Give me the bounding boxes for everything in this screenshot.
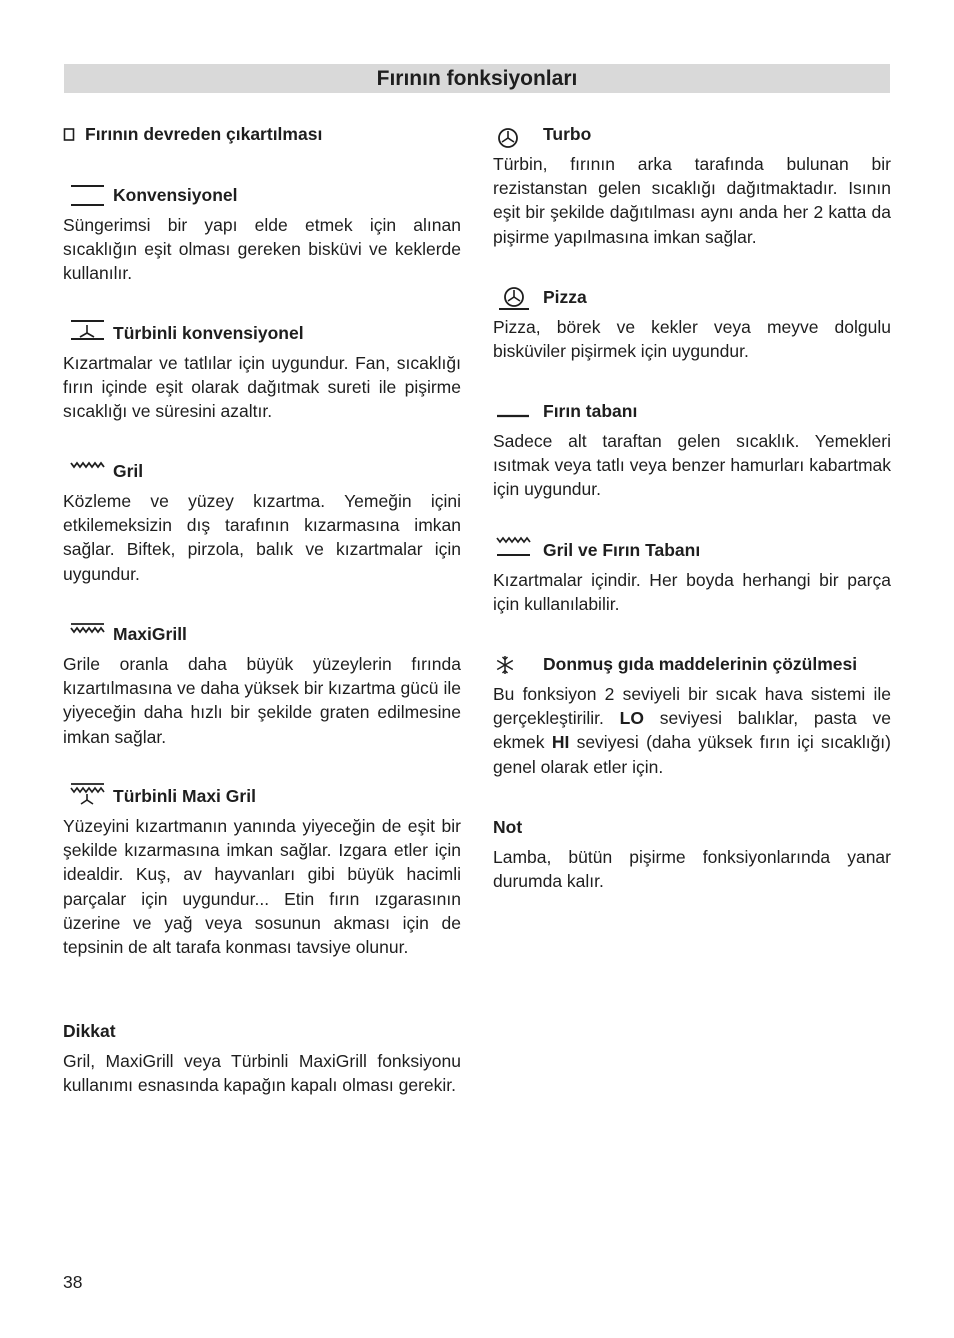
- top-bottom-heat-icon: [63, 183, 105, 207]
- section-fan-maxi-grill: [63, 784, 461, 959]
- snowflake-icon: [493, 652, 535, 676]
- page-number: 38: [63, 1272, 83, 1292]
- section-grill: [63, 459, 461, 586]
- section-title: Not: [493, 817, 523, 837]
- text-part: seviyesi balıklar, pasta ve ekmek: [493, 708, 891, 753]
- section-text: Közleme ve yüzey kızartma. Yemeğin içini etkilemeksizin dış tarafının kızarmasına imkan sağlar. Biftek, pirzola, balık ve kızartmalar için uygundur.: [63, 491, 461, 584]
- section-off: [63, 122, 461, 146]
- section-title: Gril: [113, 461, 144, 481]
- grill-zigzag-icon: [63, 459, 105, 483]
- lo-label: LO: [619, 708, 644, 729]
- section-title: Türbinli Maxi Gril: [113, 786, 256, 806]
- section-title: Dikkat: [63, 1021, 116, 1041]
- text-part: seviyesi (daha yüksek fırın içi sıcaklığı) genel olarak etler için.: [493, 732, 891, 777]
- section-title: Gril ve Fırın Tabanı: [543, 540, 701, 560]
- section-turbo: [493, 122, 891, 249]
- section-title: MaxiGrill: [113, 624, 187, 644]
- section-text: Türbin, fırının arka tarafında bulunan bir rezistanstan gelen sıcaklığı dağıtmaktadır. Isının eşit bir şekilde dağıtılması aynı anda her 2 katta da pişirme yapılmasına imkan sağlar.: [493, 154, 891, 247]
- section-pizza: [493, 285, 891, 363]
- double-grill-icon: [63, 622, 105, 646]
- section-text: Kızartmalar içindir. Her boyda herhangi bir parça için kullanılabilir.: [493, 570, 891, 615]
- section-title: Fırının devreden çıkartılması: [85, 124, 323, 144]
- section-grill-bottom: [493, 538, 891, 616]
- section-defrost: [493, 652, 891, 779]
- section-text: Grile oranla daha büyük yüzeylerin fırında kızartılmasına ve daha yüksek bir kızartma gücü ile yiyeceğin daha hızlı bir şekilde graten edilmesine imkan sağlar.: [63, 654, 461, 747]
- grill-bottom-heat-icon: [493, 538, 535, 562]
- section-text: Süngerimsi bir yapı elde etmek için alınan sıcaklığın eşit olması gereken bisküvi ve keklerde kullanılır.: [63, 215, 461, 284]
- section-text: [493, 682, 891, 779]
- hi-label: HI: [551, 732, 570, 753]
- fan-circle-icon: [493, 122, 535, 146]
- section-text: Lamba, bütün pişirme fonksiyonlarında yanar durumda kalır.: [493, 847, 891, 892]
- section-title: Turbo: [543, 124, 592, 144]
- fan-top-bottom-heat-icon: [63, 321, 105, 345]
- section-text: Sadece alt taraftan gelen sıcaklık. Yemekleri ısıtmak veya tatlı veya benzer hamurları kabartmak için uygundur.: [493, 431, 891, 500]
- section-title: Fırın tabanı: [543, 401, 638, 421]
- section-title: Konvensiyonel: [113, 185, 238, 205]
- section-note: [493, 815, 891, 893]
- section-fan-conventional: [63, 321, 461, 424]
- section-title: Pizza: [543, 287, 587, 307]
- section-text: Kızartmalar ve tatlılar için uygundur. Fan, sıcaklığı fırın içinde eşit olarak dağıtmak sureti ile pişirme sıcaklığı ve süresini azaltır.: [63, 353, 461, 422]
- section-text: Gril, MaxiGrill veya Türbinli MaxiGrill fonksiyonu kullanımı esnasında kapağın kapalı olması gerekir.: [63, 1051, 461, 1096]
- section-maxigrill: [63, 622, 461, 749]
- page-title: Fırının fonksiyonları: [64, 64, 890, 93]
- fan-grill-icon: [63, 784, 105, 808]
- fan-circle-bottom-heat-icon: [493, 285, 535, 309]
- section-bottom-heat: [493, 399, 891, 502]
- text-part: Bu fonksiyon 2 seviyeli bir sıcak hava sistemi ile gerçekleştirilir.: [493, 684, 891, 729]
- section-text: Pizza, börek ve kekler veya meyve dolgulu bisküviler pişirmek için uygundur.: [493, 317, 891, 362]
- bottom-heat-icon: [493, 399, 535, 423]
- section-text: Yüzeyini kızartmanın yanında yiyeceğin de eşit bir şekilde kızarmasına imkan sağlar. Izgara etler için idealdir. Kuş, av hayvanları gibi büyük hacimli parçalar için uygundur... Etin fırın ızgarasının üzerine ve yağ veya sosunun akması için de tepsinin de alt tarafa konması tavsiye olunur.: [63, 816, 461, 958]
- section-warning: [63, 1019, 461, 1097]
- section-title: Türbinli konvensiyonel: [113, 323, 304, 343]
- section-conventional: [63, 183, 461, 286]
- section-title: Donmuş gıda maddelerinin çözülmesi: [543, 654, 858, 674]
